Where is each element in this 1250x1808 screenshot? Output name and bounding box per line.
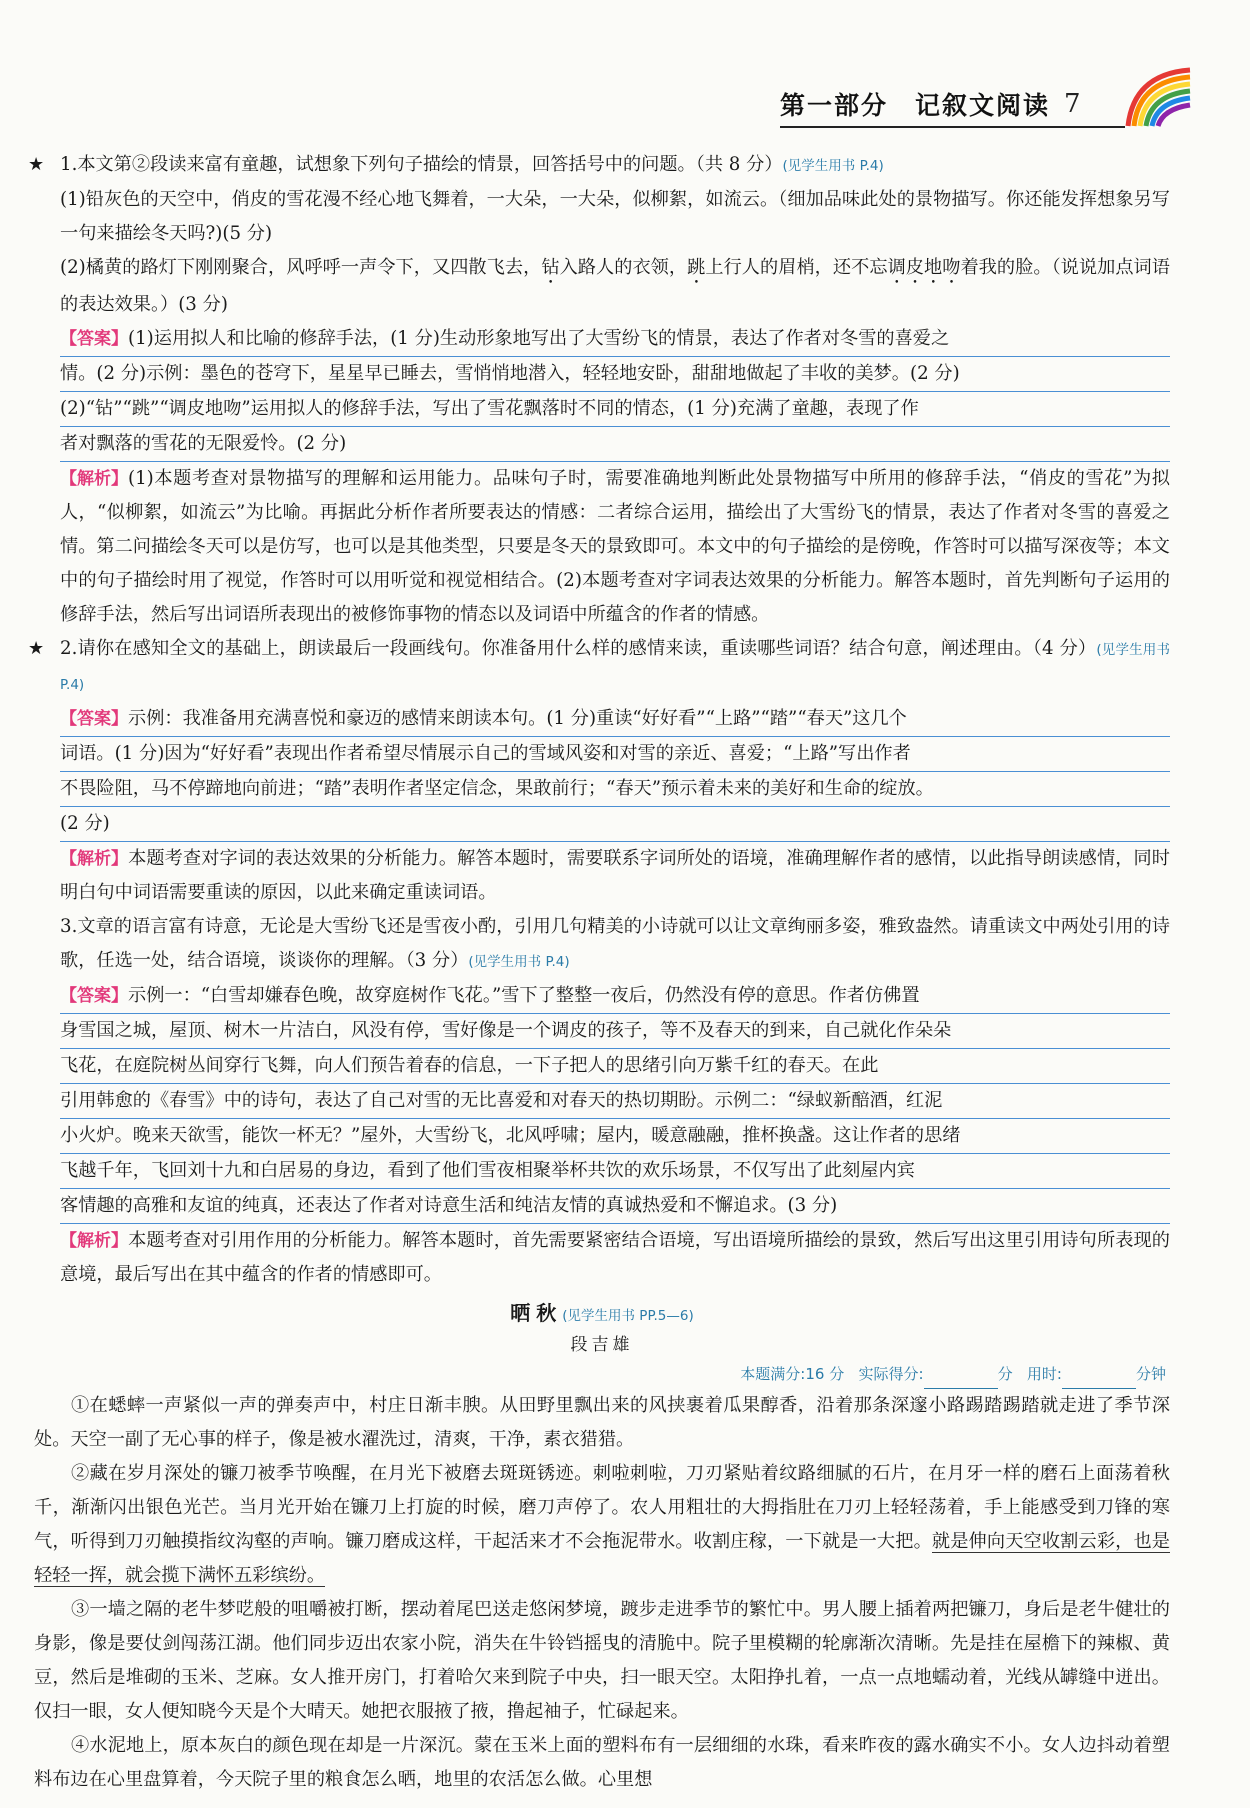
question-3-ref: (见学生用书 P.4)	[468, 954, 570, 970]
time-blank[interactable]	[1062, 1372, 1136, 1389]
answer-line	[60, 322, 1170, 357]
question-1-ref: (见学生用书 P.4)	[782, 158, 884, 174]
answer-text: 示例一：“白雪却嫌春色晚，故穿庭树作飞花。”雪下了整整一夜后，仍然没有停的意思。作者仿佛置	[128, 985, 920, 1006]
dotted-word: 钻	[541, 257, 560, 278]
text-span: 上行人的眉梢，还不忘	[705, 257, 888, 278]
page-content	[28, 148, 1170, 1797]
answer-line: (2 分)	[60, 807, 1170, 842]
answer-line: 飞越千年，飞回刘十九和白居易的身边，看到了他们雪夜相聚举杯共饮的欢乐场景，不仅写出了此刻屋内宾	[60, 1154, 1170, 1189]
answer-line: 情。(2 分)示例：墨色的苍穹下，星星早已睡去，雪悄悄地潜入，轻轻地安卧，甜甜地做起了丰收的美梦。(2 分)	[60, 357, 1170, 392]
analysis-text: (1)本题考查对景物描写的理解和运用能力。品味句子时，需要准确地判断此处景物描写中所用的修辞手法，“俏皮的雪花”为拟人，“似柳絮，如流云”为比喻。再据此分析作者所要表达的情感：二者综合运用，描绘出了大雪纷飞的情景，表达了作者对冬雪的喜爱之情。第二问描绘冬天可以是仿写，也可以是其他类型，只要是冬天的景致即可。本文中的句子描绘的是傍晚，作答时可以描写深夜等；本文中的句子描绘时用了视觉，作答时可以用听觉和视觉相结合。(2)本题考查对字词表达效果的分析能力。解答本题时，首先判断句子运用的修辞手法，然后写出词语所表现出的被修饰事物的情态以及词语中所蕴含的作者的情感。	[60, 468, 1170, 625]
answer-line: 飞花，在庭院树丛间穿行飞舞，向人们预告着春的信息，一下子把人的思绪引向万紫千红的春天。在此	[60, 1049, 1170, 1084]
answer-line: 客情趣的高雅和友谊的纯真，还表达了作者对诗意生活和纯洁友情的真诚热爱和不懈追求。(3 分)	[60, 1189, 1170, 1224]
story-author: 段吉雄	[570, 1335, 634, 1355]
analysis-tag: 【解析】	[60, 469, 128, 489]
story-title-text: 晒秋	[510, 1301, 563, 1325]
question-1-sub-2	[34, 251, 1170, 322]
question-3-analysis	[34, 1224, 1170, 1292]
answer-tag: 【答案】	[60, 329, 128, 349]
question-3	[34, 910, 1170, 979]
answer-tag: 【答案】	[60, 709, 128, 729]
answer-line: 引用韩愈的《春雪》中的诗句，表达了自己对雪的无比喜爱和对春天的热切期盼。示例二：“绿蚁新醅酒，红泥	[60, 1084, 1170, 1119]
question-2	[28, 632, 1170, 702]
story-ref: (见学生用书 PP.5—6)	[562, 1308, 694, 1324]
answer-line: 身雪国之城，屋顶、树木一片洁白，风没有停，雪好像是一个调皮的孩子，等不及春天的到来，自己就化作朵朵	[60, 1014, 1170, 1049]
story-title	[34, 1298, 1170, 1331]
time-label: 用时:	[1026, 1365, 1062, 1383]
answer-line: 者对飘落的雪花的无限爱怜。(2 分)	[60, 427, 1170, 462]
analysis-tag: 【解析】	[60, 849, 128, 869]
question-2-analysis	[34, 842, 1170, 910]
question-1-analysis	[34, 462, 1170, 632]
story-paragraph-2	[34, 1457, 1170, 1593]
answer-line	[60, 979, 1170, 1014]
actual-score-blank[interactable]	[924, 1372, 998, 1389]
text-span: ②藏在岁月深处的镰刀被季节唤醒，在月光下被磨去斑斑锈迹。刺啦刺啦，刀刃紧贴着纹路细腻的石片，在月牙一样的磨石上面荡着秋千，渐渐闪出银色光芒。当月光开始在镰刀上打旋的时候，磨刀声停了。农人用粗壮的大拇指肚在刀刃上轻轻荡着，手上能感受到刀锋的寒气，听得到刀刃触摸指纹沟壑的声响。镰刀磨成这样，干起活来才不会拖泥带水。收割庄稼，一下就是一大把。	[34, 1463, 1170, 1552]
page-number: 7	[1064, 89, 1081, 119]
analysis-text: 本题考查对引用作用的分析能力。解答本题时，首先需要紧密结合语境，写出语境所描绘的景致，然后写出这里引用诗句所表现的意境，最后写出在其中蕴含的作者的情感即可。	[60, 1230, 1170, 1285]
story-paragraph-4: ④水泥地上，原本灰白的颜色现在却是一片深沉。蒙在玉米上面的塑料布有一层细细的水珠，看来昨夜的露水确实不小。女人边抖动着塑料布边在心里盘算着，今天院子里的粮食怎么晒，地里的农活怎么做。心里想	[34, 1735, 1170, 1790]
question-2-answer	[34, 702, 1170, 842]
analysis-text: 本题考查对字词的表达效果的分析能力。解答本题时，需要联系字词所处的语境，准确理解作者的感情，以此指导朗读感情，同时明白句中词语需要重读的原因，以此来确定重读词语。	[60, 848, 1170, 903]
text-span: (2)橘黄的路灯下刚刚聚合，风呼呼一声令下，又四散飞去，	[60, 257, 542, 278]
star-icon: ★	[28, 154, 45, 175]
story-paragraph-3: ③一墙之隔的老牛梦呓般的咀嚼被打断，摆动着尾巴送走悠闲梦境，踱步走进季节的繁忙中。男人腰上插着两把镰刀，身后是老牛健壮的身影，像是要仗剑闯荡江湖。他们同步迈出农家小院，消失在牛铃铛摇曳的清脆中。院子里模糊的轮廓渐次清晰。先是挂在屋檐下的辣椒、黄豆，然后是堆砌的玉米、芝麻。女人推开房门，打着哈欠来到院子中央，扫一眼天空。太阳挣扎着，一点一点地蠕动着，光线从罅缝中迸出。仅扫一眼，女人便知晓今天是个大晴天。她把衣服掖了掖，撸起袖子，忙碌起来。	[34, 1599, 1170, 1722]
story-paragraph-1: ①在蟋蟀一声紧似一声的弹奏声中，村庄日渐丰腴。从田野里飘出来的风挟裹着瓜果醇香，沿着那条深邃小路踢踏踢踏就走进了季节深处。天空一副了无心事的样子，像是被水濯洗过，清爽，干净，素衣猎猎。	[34, 1395, 1170, 1450]
underlined-sentence: 就是伸向天空收割云彩，也是轻轻一挥，就会揽下满怀五彩缤纷。	[34, 1531, 1170, 1586]
answer-line: 词语。(1 分)因为“好好看”表现出作者希望尽情展示自己的雪域风姿和对雪的亲近、喜爱；“上路”写出作者	[60, 737, 1170, 772]
dotted-word: 调皮地吻	[887, 257, 961, 278]
analysis-tag: 【解析】	[60, 1231, 128, 1251]
answer-tag: 【答案】	[60, 986, 128, 1006]
header-rule	[780, 126, 1125, 128]
answer-line: 不畏险阻，马不停蹄地向前进；“踏”表明作者坚定信念，果敢前行；“春天”预示着未来的美好和生命的绽放。	[60, 772, 1170, 807]
score-unit: 分	[997, 1365, 1013, 1383]
question-2-ref: (见学生用书 P.4)	[60, 642, 1170, 693]
text-span: 入路人的衣领，	[559, 257, 688, 278]
question-1-answer	[34, 322, 1170, 462]
actual-score-label: 实际得分:	[858, 1365, 924, 1383]
question-1	[28, 148, 1170, 183]
answer-text: (1)运用拟人和比喻的修辞手法，(1 分)生动形象地写出了大雪纷飞的情景，表达了作者对冬雪的喜爱之	[128, 328, 950, 349]
answer-line: (2)“钻”“跳”“调皮地吻”运用拟人的修辞手法，写出了雪花飘落时不同的情态，(1 分)充满了童趣，表现了作	[60, 392, 1170, 427]
question-2-stem: 2.请你在感知全文的基础上，朗读最后一段画线句。你准备用什么样的感情来读，重读哪些词语？结合句意，阐述理由。（4 分）	[60, 638, 1097, 659]
score-line	[34, 1359, 1170, 1389]
answer-line	[60, 702, 1170, 737]
section-title: 第一部分 记叙文阅读	[780, 91, 1051, 120]
answer-line: 小火炉。晚来天欲雪，能饮一杯无？”屋外，大雪纷飞，北风呼啸；屋内，暖意融融，推杯换盏。这让作者的思绪	[60, 1119, 1170, 1154]
question-3-answer	[34, 979, 1170, 1224]
dotted-word: 跳	[687, 257, 706, 278]
answer-text: 示例：我准备用充满喜悦和豪迈的感情来朗读本句。(1 分)重读“好好看”“上路”“踏”“春天”这几个	[128, 708, 907, 729]
rainbow-icon	[1124, 66, 1194, 128]
time-unit: 分钟	[1135, 1365, 1166, 1383]
star-icon: ★	[28, 638, 45, 659]
text-span: 着我的脸。（说说加点词语的表达效果。）(3 分)	[60, 257, 1170, 315]
question-1-sub-1: (1)铅灰色的天空中，俏皮的雪花漫不经心地飞舞着，一大朵，一大朵，似柳絮，如流云。（细加品味此处的景物描写。你还能发挥想象另写一句来描绘冬天吗?)(5 分)	[60, 189, 1170, 244]
question-3-stem: 3.文章的语言富有诗意，无论是大雪纷飞还是雪夜小酌，引用几句精美的小诗就可以让文章绚丽多姿，雅致盎然。请重读文中两处引用的诗歌，任选一处，结合语境，谈谈你的理解。（3 分）	[60, 916, 1170, 971]
full-score-label: 本题满分:16 分	[740, 1365, 845, 1383]
question-1-stem: 1.本文第②段读来富有童趣，试想象下列句子描绘的情景，回答括号中的问题。（共 8 分）	[60, 154, 783, 175]
